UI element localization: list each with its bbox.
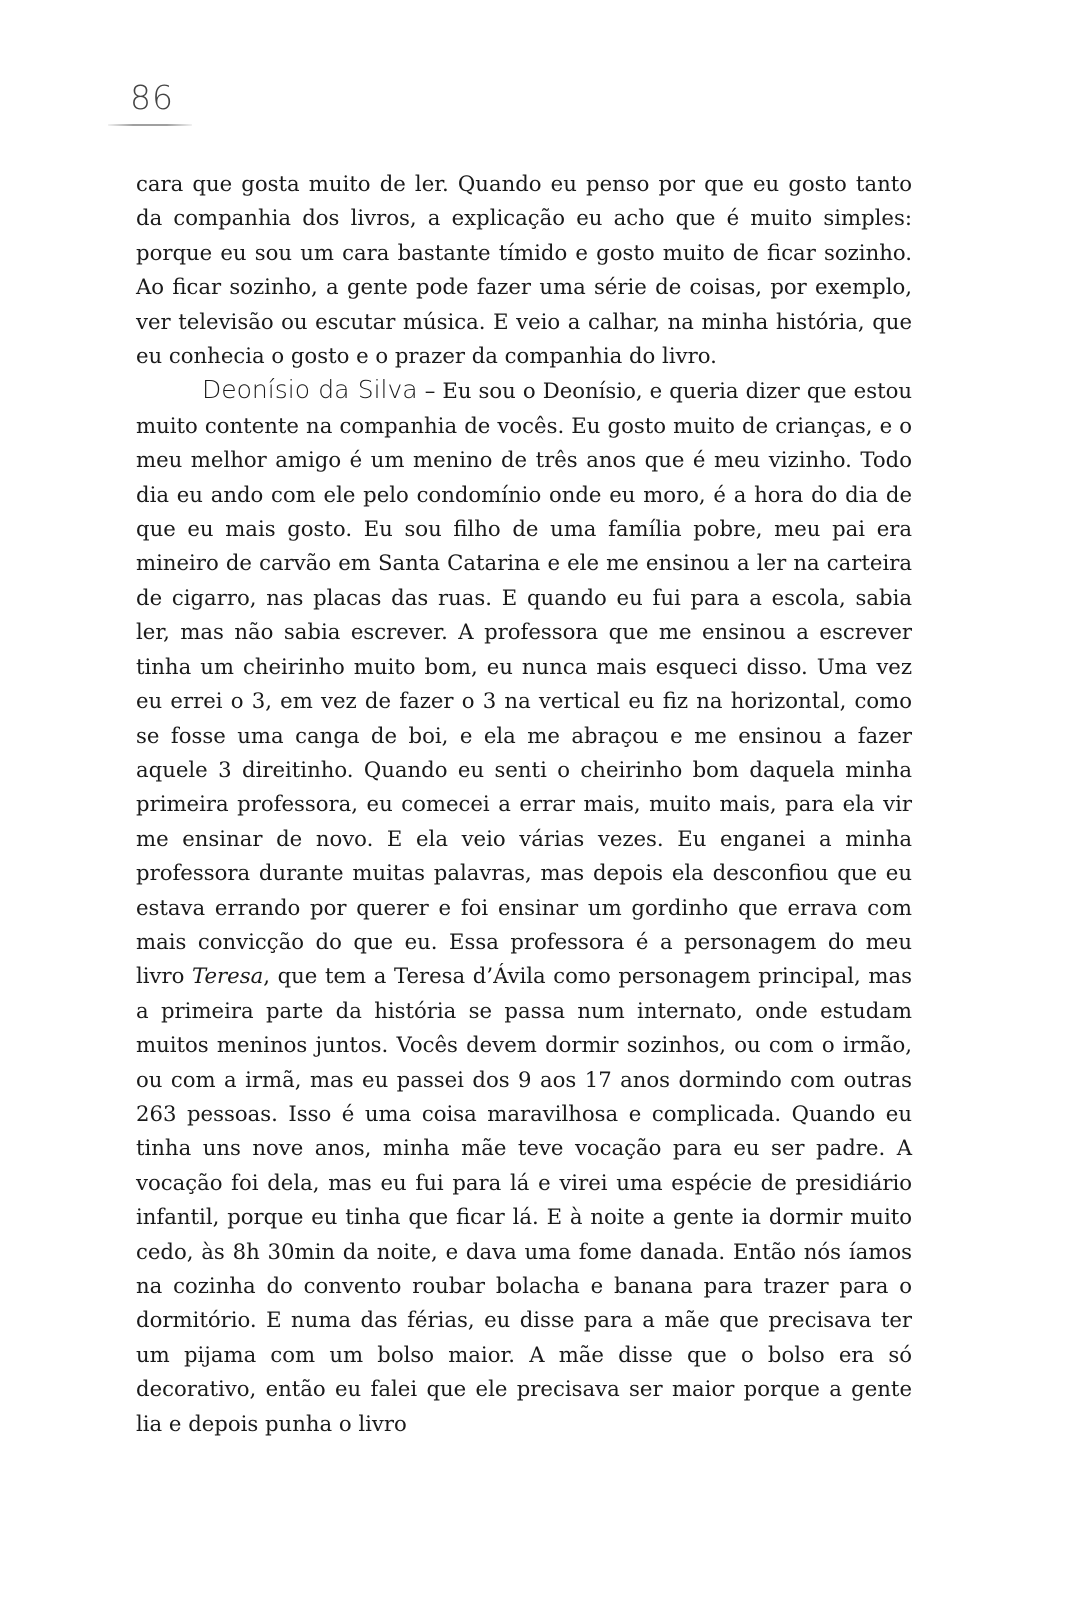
page-number: 86 [130, 78, 174, 117]
body-text [136, 167, 912, 1441]
page-number-rule [108, 124, 192, 126]
book-title: Teresa [192, 963, 264, 989]
paragraph-2-text-a: – Eu sou o Deonísio, e queria dizer que estou muito contente na companhia de vocês. Eu gosto muito de crianças, e o meu melhor amigo é um menino de três anos que é meu vizinho. Todo dia eu ando com ele pelo condomínio onde eu moro, é a hora do dia de que eu mais gosto. Eu sou filho de uma família pobre, meu pai era mineiro de carvão em Santa Catarina e ele me ensinou a ler na carteira de cigarro, nas placas das ruas. E quando eu fui para a escola, sabia ler, mas não sabia escrever. A professora que me ensinou a escrever tinha um cheirinho muito bom, eu nunca mais esqueci disso. Uma vez eu errei o 3, em vez de fazer o 3 na vertical eu fiz na horizontal, como se fosse uma canga de boi, e ela me abraçou e me ensinou a fazer aquele 3 direitinho. Quando eu senti o cheirinho bom daquela minha primeira professora, eu comecei a errar mais, muito mais, para ela vir me ensinar de novo. E ela veio várias vezes. Eu enganei a minha professora durante muitas palavras, mas depois ela desconfiou que eu estava errando por querer e foi ensinar um gordinho que errava com mais convicção do que eu. Essa professora é a personagem do meu livro [136, 378, 912, 989]
paragraph-1-text: cara que gosta muito de ler. Quando eu penso por que eu gosto tanto da companhia dos livros, a explicação eu acho que é muito simples: porque eu sou um cara bastante tímido e gosto muito de ficar sozinho. Ao ficar sozinho, a gente pode fazer uma série de coisas, por exemplo, ver televisão ou escutar música. E veio a calhar, na minha história, que eu conhecia o gosto e o prazer da companhia do livro. [136, 171, 912, 369]
paragraph-2-text-b: , que tem a Teresa d’Ávila como personagem principal, mas a primeira parte da história se passa num internato, onde estudam muitos meninos juntos. Vocês devem dormir sozinhos, ou com o irmão, ou com a irmã, mas eu passei dos 9 aos 17 anos dormindo com outras 263 pessoas. Isso é uma coisa maravilhosa e complicada. Quando eu tinha uns nove anos, minha mãe teve vocação para eu ser padre. A vocação foi dela, mas eu fui para lá e virei uma espécie de presidiário infantil, porque eu tinha que ficar lá. E à noite a gente ia dormir muito cedo, às 8h 30min da noite, e dava uma fome danada. Então nós íamos na cozinha do convento roubar bolacha e banana para trazer para o dormitório. E numa das férias, eu disse para a mãe que precisava ter um pijama com um bolso maior. A mãe disse que o bolso era só decorativo, então eu falei que ele precisava ser maior porque a gente lia e depois punha o livro [136, 963, 912, 1436]
speaker-name: Deonísio da Silva [202, 375, 418, 405]
paragraph-deonisio [136, 373, 912, 1441]
paragraph-continuation [136, 167, 912, 373]
